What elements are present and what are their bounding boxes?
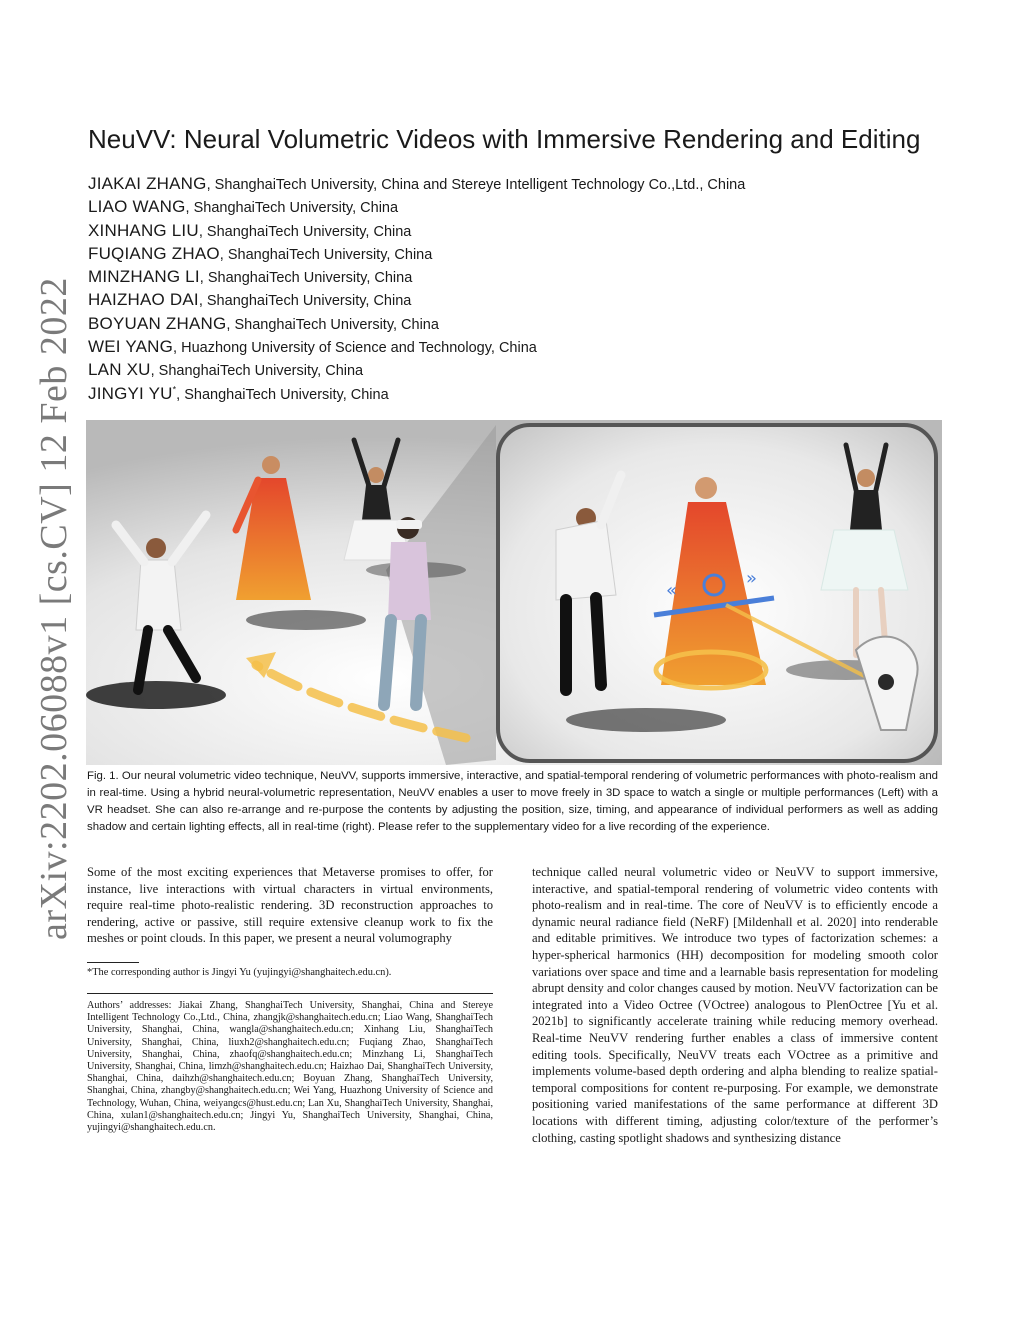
author-entry: JIAKAI ZHANG, ShanghaiTech University, China and Stereye Intelligent Technology Co.,Ltd., China <box>88 174 746 193</box>
svg-text:»: » <box>746 568 758 589</box>
author-entry: XINHANG LIU, ShanghaiTech University, China <box>88 220 412 240</box>
addresses-rule <box>87 993 493 994</box>
author-entry: LIAO WANG, ShanghaiTech University, China <box>88 197 399 217</box>
figure-caption: Fig. 1. Our neural volumetric video technique, NeuVV, supports immersive, interactive, and spatial-temporal rendering of volumetric performances with photo-realism and in real-time. Using a hybrid neural-volumetric representation, NeuVV enables a user to move freely in 3D space to watch a single or multiple performances (Left) with a VR headset. She can also re-arrange and re-purpose the contents by adjusting the position, size, timing, and appearance of individual performers as well as adding shadow and certain lighting effects, all in real-time (right). Please refer to the supplementary video for a live recording of the experience. <box>87 770 938 833</box>
author-affiliation: ShanghaiTech University, China <box>234 316 439 333</box>
author-name: LAN XU <box>88 360 151 380</box>
svg-text:«: « <box>666 580 678 601</box>
arxiv-side-stamp: arXiv:2202.06088v1 [cs.CV] 12 Feb 2022 <box>33 277 75 940</box>
author-affiliation: ShanghaiTech University, China <box>207 270 413 287</box>
shadow <box>86 681 226 709</box>
abstract-right-column: technique called neural volumetric video or NeuVV to support immersive, interactive, and spatial-temporal rendering of volumetric video contents with photo-realism and in real-time. The core of NeuVV is to efficiently encode a dynamic neural radiance field (NeRF) [Mildenhall et al. 2020] into renderable and editable primitives. We introduce two types of factorization schemes: a hyper-spherical harmonics (HH) decomposition for modeling smooth color variations over space and time and a learnable basis representation for modeling abrupt density and color changes caused by motion. NeuVV factorization can be integrated into a Video Octree (VOctree) analogous to PlenOctree [Yu et al. 2021b] to significantly accelerate training while reducing memory overhead. Real-time NeuVV rendering further enables a class of immersive content editing tools. Specifically, NeuVV treats each VOctree as a primitive and implements volume-based depth ordering and alpha blending to realize spatial-temporal compositions for content re-purposing. For example, we demonstrate positioning varied manifestations of the same performance at different 3D locations with different timing, adjusting color/texture of the performer’s clothing, casting spotlight shadows and synthesizing distance <box>532 865 938 1145</box>
author-name: BOYUAN ZHANG <box>88 313 227 333</box>
corresponding-author-footnote: *The corresponding author is Jingyi Yu (yujingyi@shanghaitech.edu.cn). <box>87 967 392 978</box>
author-entry: BOYUAN ZHANG, ShanghaiTech University, China <box>88 313 439 333</box>
author-affiliation: ShanghaiTech University, China <box>193 200 399 217</box>
author-affiliation: Huazhong University of Science and Technology, China <box>181 340 537 357</box>
author-entry: MINZHANG LI, ShanghaiTech University, China <box>88 267 413 287</box>
author-name: MINZHANG LI <box>88 267 200 287</box>
author-name: XINHANG LIU <box>88 220 199 240</box>
paper-title: NeuVV: Neural Volumetric Videos with Immersive Rendering and Editing <box>88 124 921 154</box>
author-entry: HAIZHAO DAI, ShanghaiTech University, China <box>88 290 412 310</box>
authors-addresses: Authors’ addresses: Jiakai Zhang, ShanghaiTech University, Shanghai, China and Stereye Intelligent Technology Co.,Ltd., China, zhangjk@shanghaitech.edu.cn; Liao Wang, ShanghaiTech University, Shanghai, China, wangla@shanghaitech.edu.cn; Xinhang Liu, ShanghaiTech University, Shanghai, China, liuxh2@shanghaitech.edu.cn; Fuqiang Zhao, ShanghaiTech University, Shanghai, China, zhaofq@shanghaitech.edu.cn; Minzhang Li, ShanghaiTech University, Shanghai, China, limzh@shanghaitech.edu.cn; Haizhao Dai, ShanghaiTech University, Shanghai, China, daihzh@shanghaitech.edu.cn; Boyuan Zhang, ShanghaiTech University, Shanghai, China, zhangby@shanghaitech.edu.cn; Wei Yang, Huazhong University of Science and Technology, Wuhan, China, weiyangcs@hust.edu.cn; Lan Xu, ShanghaiTech University, Shanghai, China, xulan1@shanghaitech.edu.cn; Jingyi Yu, ShanghaiTech University, Shanghai, China, yujingyi@shanghaitech.edu.cn. <box>87 1000 493 1134</box>
author-name: HAIZHAO DAI <box>88 290 199 310</box>
abstract-left-column: Some of the most exciting experiences that Metaverse promises to offer, for instance, live interactions with virtual characters in virtual environments, require real-time photo-realistic rendering. 3D reconstruction approaches to rendering, active or passive, still require extensive cleanup work to fix the meshes or point clouds. In this paper, we present a neural volumography <box>87 865 493 946</box>
author-name: JINGYI YU <box>88 383 173 403</box>
teaser-illustration <box>86 420 942 765</box>
author-affiliation: ShanghaiTech University, China <box>184 386 389 403</box>
author-entry: FUQIANG ZHAO, ShanghaiTech University, China <box>88 243 433 263</box>
footnote-rule <box>87 962 139 963</box>
author-name: WEI YANG <box>88 337 174 357</box>
author-name: LIAO WANG <box>88 197 186 217</box>
author-entry: LAN XU, ShanghaiTech University, China <box>88 360 364 380</box>
shadow <box>566 708 726 732</box>
author-entry: WEI YANG, Huazhong University of Science and Technology, China <box>88 337 537 357</box>
author-affiliation: ShanghaiTech University, China <box>227 246 433 263</box>
corresponding-author-mark: * <box>172 384 177 395</box>
author-name: JIAKAI ZHANG <box>88 174 207 193</box>
shadow <box>246 610 366 630</box>
author-list <box>88 172 988 405</box>
author-name: FUQIANG ZHAO <box>88 243 220 263</box>
author-affiliation: ShanghaiTech University, China <box>158 363 364 380</box>
author-affiliation: ShanghaiTech University, China and Stereye Intelligent Technology Co.,Ltd., China <box>214 177 746 193</box>
author-entry: JINGYI YU*, ShanghaiTech University, China <box>88 383 389 403</box>
author-affiliation: ShanghaiTech University, China <box>206 293 412 310</box>
author-affiliation: ShanghaiTech University, China <box>206 223 412 240</box>
teaser-figure <box>86 420 942 765</box>
